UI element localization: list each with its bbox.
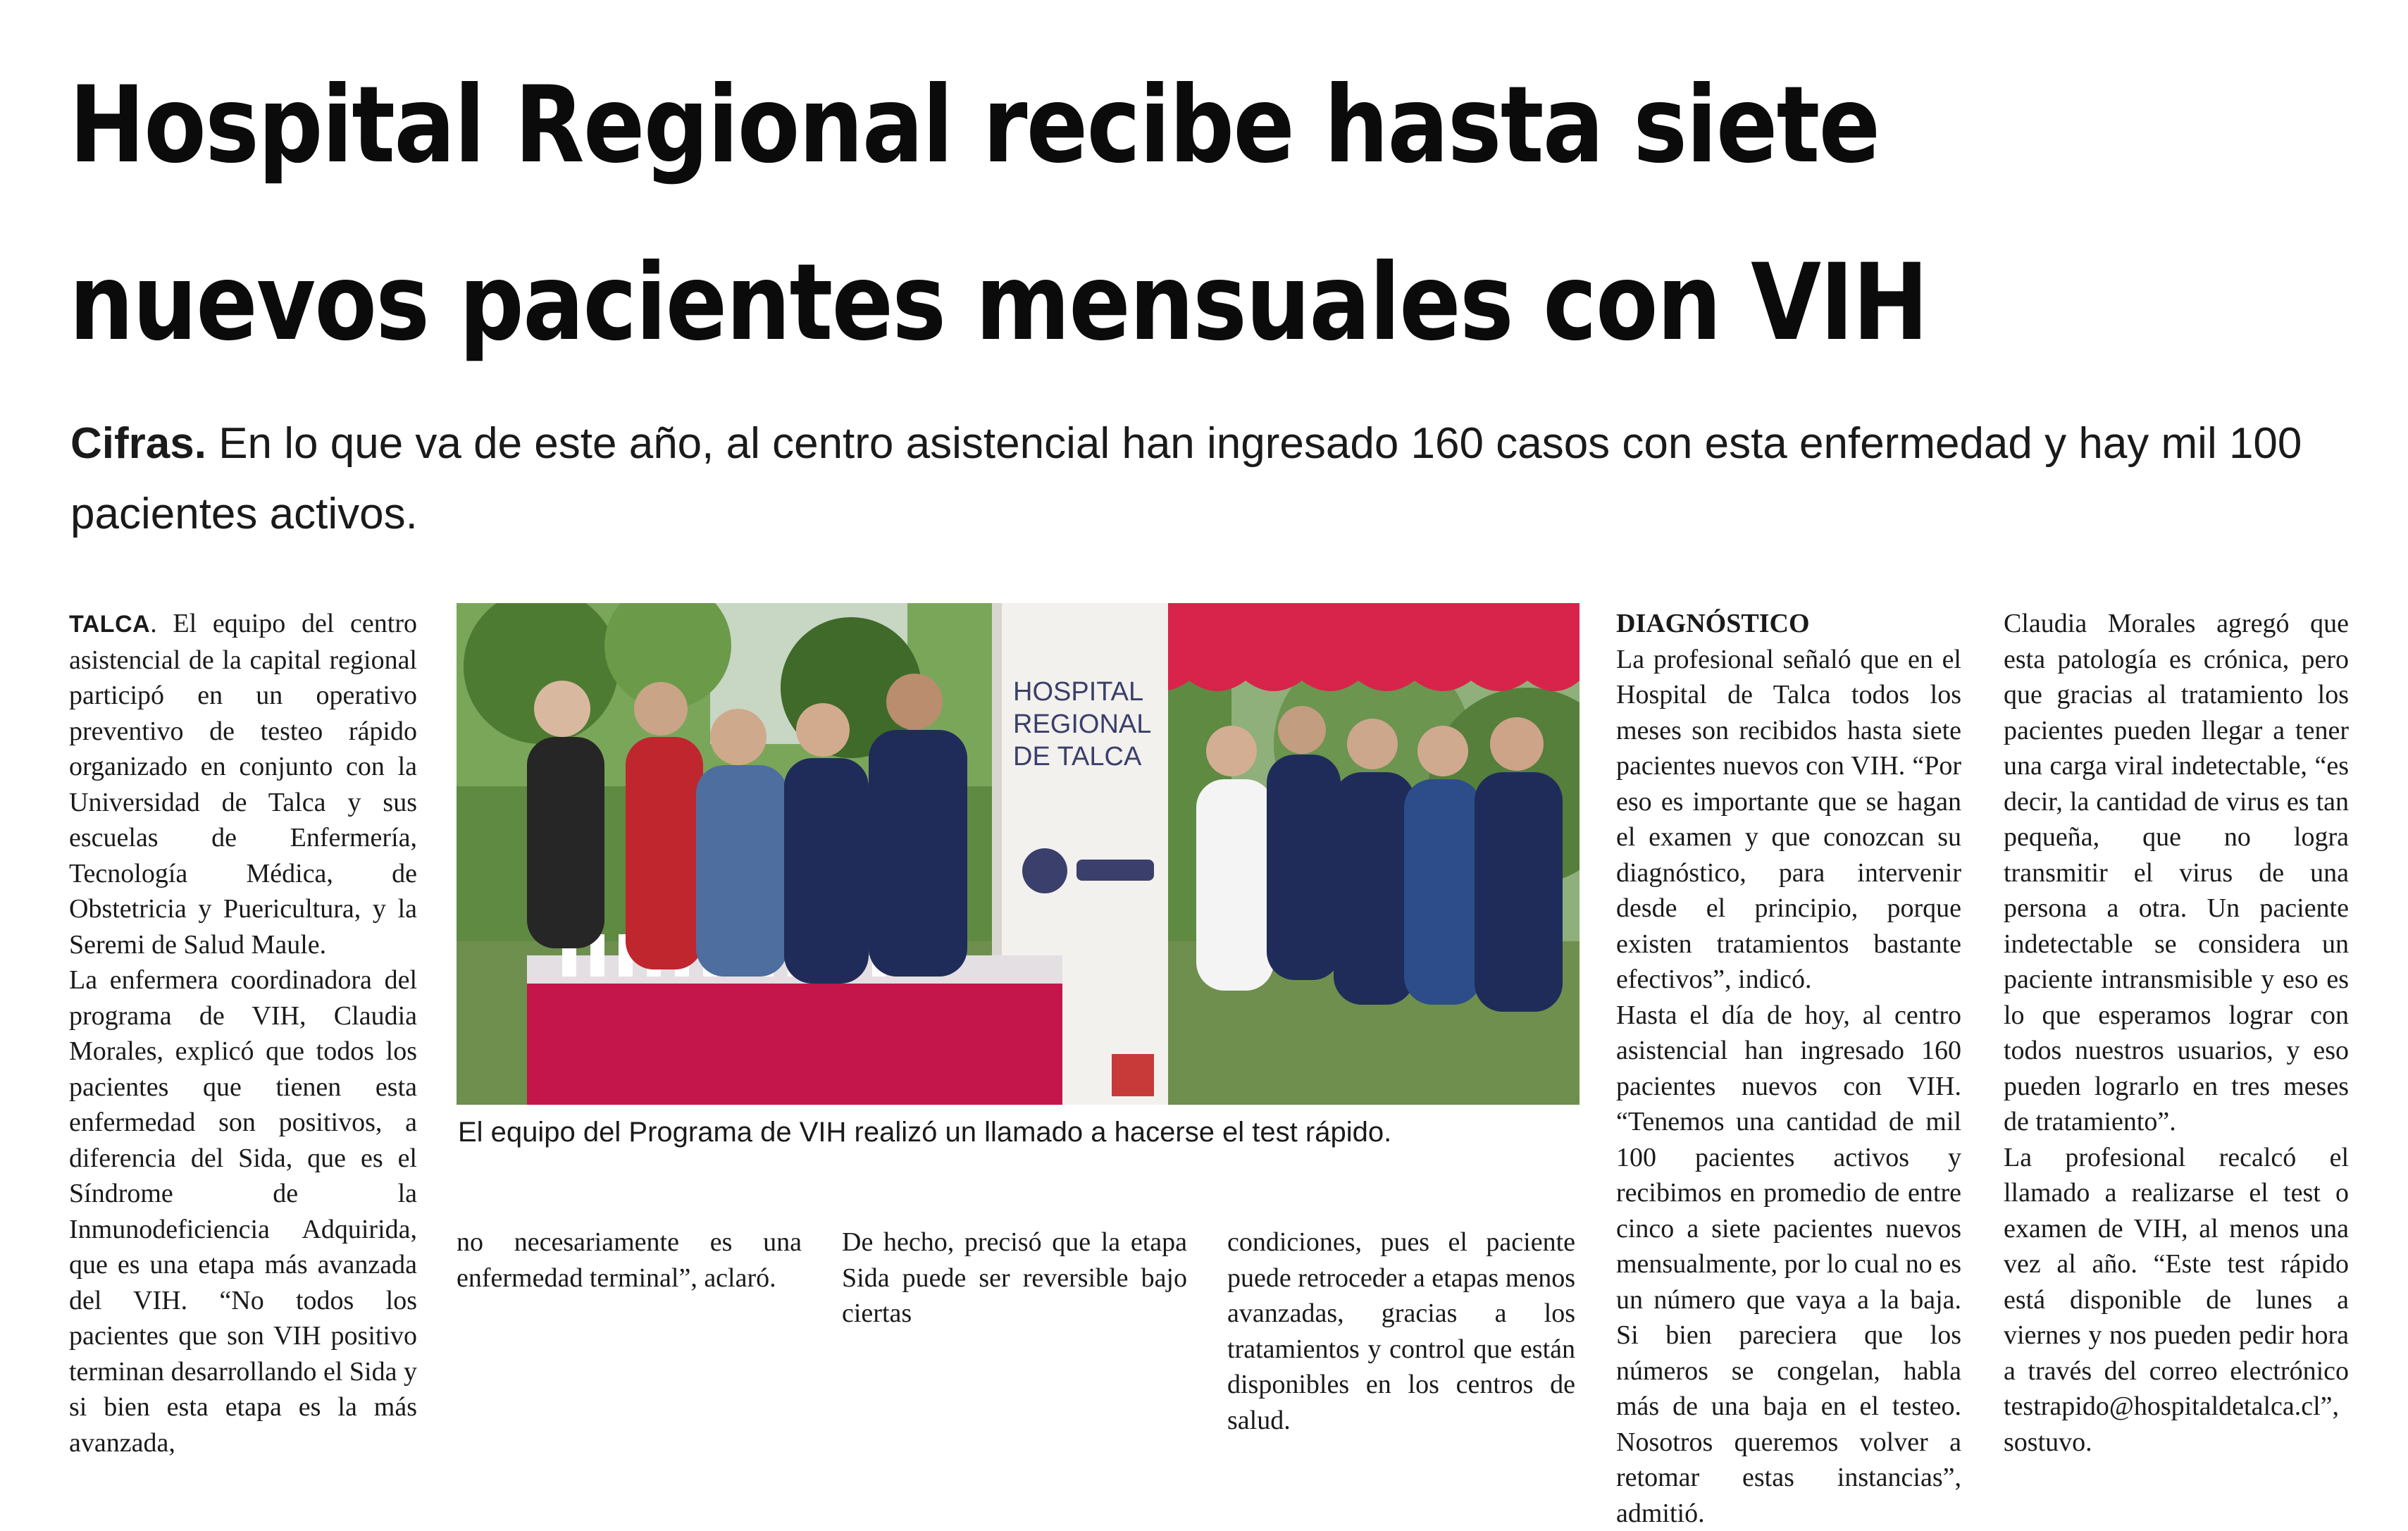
section-heading: DIAGNÓSTICO: [1616, 606, 1961, 642]
photo-caption: El equipo del Programa de VIH realizó un llamado a hacerse el test rápido.: [458, 1115, 1585, 1150]
paragraph: La profesional señaló que en el Hospital de Talca todos los meses son recibidos hasta siete pacientes nuevos con VIH. “Por eso es importante que se hagan el examen y que conozcan su diagnóstico, para intervenir desde el principio, porque existen tratamientos bastante efectivos”, indicó.: [1616, 642, 1961, 998]
paragraph: condiciones, pues el paciente puede retroceder a etapas menos avanzadas, gracias a los tratamientos y control que están disponibles en los centros de salud.: [1227, 1225, 1575, 1438]
paragraph: Claudia Morales agregó que esta patología es crónica, pero que gracias al tratamiento los pacientes pueden llegar a tener una carga viral indetectable, “es decir, la cantidad de virus es tan pequeña, que no logra transmitir el virus de una persona a otra. Un paciente indetectable se considera un paciente intransmisible y eso es lo que esperamos lograr con todos nuestros usuarios, y eso pueden lograrlo en tres meses de tratamiento”.: [2004, 606, 2349, 1140]
deck-text: En lo que va de este año, al centro asistencial han ingresado 160 casos con esta enfermedad y hay mil 100 pacientes activos.: [70, 419, 2302, 538]
article-column-4: [1227, 1225, 1575, 1438]
paragraph: De hecho, precisó que la etapa Sida puede ser reversible bajo ciertas: [842, 1225, 1187, 1332]
dateline: TALCA: [69, 611, 150, 638]
banner-text-3: DE TALCA: [1013, 742, 1142, 771]
article-column-6: [2004, 606, 2349, 1460]
article-column-3: [842, 1225, 1187, 1332]
headline-line-1: Hospital Regional recibe hasta siete: [69, 37, 2044, 214]
article-column-5: [1616, 606, 1961, 1531]
deck-label: Cifras.: [70, 419, 206, 468]
paragraph: TALCA. El equipo del centro asistencial de la capital regional participó en un operativo preventivo de testeo rápido organizado en conjunto con la Universidad de Talca y sus escuelas de Enfermería, Tecnología Médica, de Obstetricia y Puericultura, y la Seremi de Salud Maule.: [69, 606, 417, 962]
paragraph: no necesariamente es una enfermedad terminal”, aclaró.: [457, 1225, 802, 1296]
article-column-2: [457, 1225, 802, 1296]
headline: [69, 37, 2044, 392]
paragraph: La profesional recalcó el llamado a realizarse el test o examen de VIH, al menos una vez al año. “Este test rápido está disponible de lunes a viernes y nos pueden pedir hora a través del correo electrónico testrapido@hospitaldetalca.cl”, sostuvo.: [2004, 1140, 2349, 1461]
paragraph: La enfermera coordinadora del programa de VIH, Claudia Morales, explicó que todos los pacientes que tienen esta enfermedad son positivos, a diferencia del Sida, que es el Síndrome de la Inmunodeficiencia Adquirida, que es una etapa más avanzada del VIH. “No todos los pacientes que son VIH positivo terminan desarrollando el Sida y si bien esta etapa es la más avanzada,: [69, 962, 417, 1461]
deck: [70, 409, 2339, 550]
article-column-1: [69, 606, 417, 1461]
banner-text-2: REGIONAL: [1013, 709, 1151, 739]
banner-text-1: HOSPITAL: [1013, 677, 1143, 707]
paragraph: Hasta el día de hoy, al centro asistencial han ingresado 160 pacientes nuevos con VIH. “Tenemos una cantidad de mil 100 pacientes activos y recibimos en promedio de entre cinco a siete pacientes nuevos mensualmente, por lo cual no es un número que vaya a la baja. Si bien pareciera que los números se congelan, habla más de una baja en el testeo. Nosotros queremos volver a retomar estas instancias”, admitió.: [1616, 998, 1961, 1531]
headline-line-2: nuevos pacientes mensuales con VIH: [69, 214, 2044, 392]
news-photo: [457, 603, 1580, 1105]
